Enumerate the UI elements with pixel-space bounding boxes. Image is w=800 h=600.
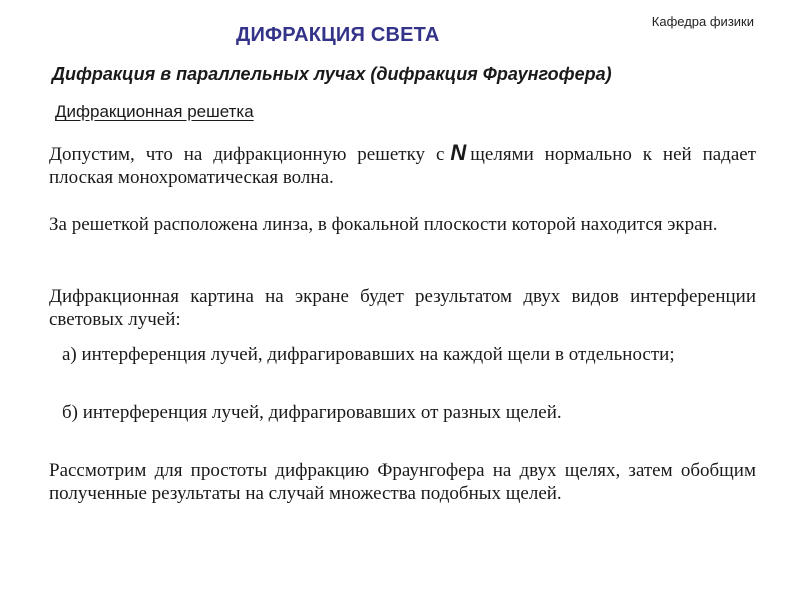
- paragraph-lens-screen: За решеткой расположена линза, в фокальной плоскости которой находится экран.: [49, 214, 718, 235]
- list-item-a: а) интерференция лучей, дифрагировавших на каждой щели в отдельности;: [62, 344, 675, 365]
- page-title: ДИФРАКЦИЯ СВЕТА: [236, 24, 440, 46]
- list-item-b: б) интерференция лучей, дифрагировавших от разных щелей.: [62, 402, 562, 423]
- paragraph-interference-types: Дифракционная картина на экране будет результатом двух видов интерференции световых лучей:: [49, 286, 756, 330]
- paragraph-grating-intro: [49, 141, 756, 189]
- paragraph-two-slits: Рассмотрим для простоты дифракцию Фраунгофера на двух щелях, затем обобщим полученные результаты на случай множества подобных щелей.: [49, 460, 756, 504]
- paragraph-grating-intro-start: Допустим, что на дифракционную решетку с: [49, 144, 445, 165]
- department-label: Кафедра физики: [651, 14, 754, 29]
- symbol-n: N: [450, 140, 467, 165]
- subtitle: Дифракция в параллельных лучах (дифракция Фраунгофера): [52, 64, 612, 84]
- section-heading: Дифракционная решетка: [55, 102, 254, 121]
- paragraph-grating-intro-end: щелями нормально к ней падает плоская монохроматическая волна.: [49, 144, 757, 188]
